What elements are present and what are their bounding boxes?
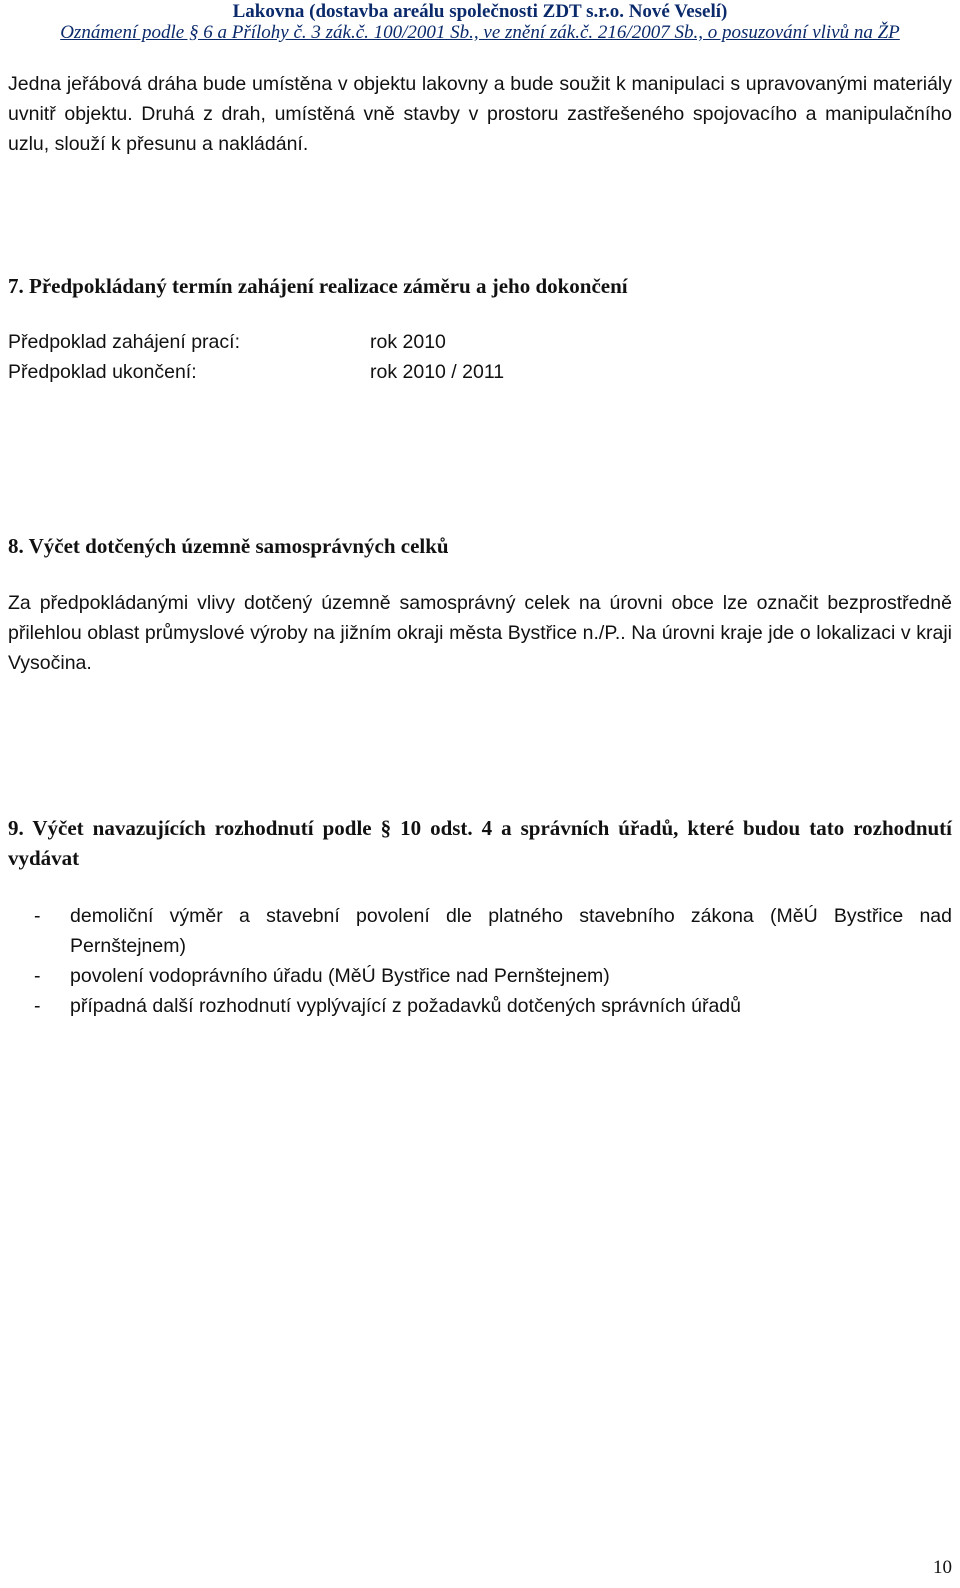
- list-bullet: -: [34, 965, 41, 987]
- section-9: [8, 813, 952, 1021]
- list-item-text: povolení vodoprávního úřadu (MěÚ Bystřice nad Pernštejnem): [70, 965, 610, 987]
- document-title: Lakovna (dostavba areálu společnosti ZDT s.r.o. Nové Veselí): [232, 1, 728, 22]
- page-number: 10: [933, 1557, 952, 1578]
- end-date-label: Předpoklad ukončení:: [8, 361, 197, 383]
- decisions-list: [8, 901, 952, 1021]
- intro-paragraph: Jedna jeřábová dráha bude umístěna v objektu lakovny a bude soužit k manipulaci s upravovanými materiály uvnitř objektu. Druhá z drah, umístěná vně stavby v prostoru zastřešeného spojovacího a manipulačního uzlu, slouží k přesunu a nakládání.: [8, 73, 952, 155]
- section-8-heading: 8. Výčet dotčených územně samosprávných celků: [8, 534, 449, 558]
- list-bullet: -: [34, 905, 41, 927]
- section-8: [8, 531, 952, 678]
- start-date-row: [8, 327, 952, 357]
- list-item-text: demoliční výměr a stavební povolení dle platného stavebního zákona (MěÚ Bystřice nad Pernštejnem): [70, 905, 952, 957]
- list-item: [8, 991, 952, 1021]
- start-date-value: rok 2010: [370, 331, 446, 353]
- section-7-heading: 7. Předpokládaný termín zahájení realizace záměru a jeho dokončení: [8, 274, 628, 298]
- section-7: [8, 271, 952, 387]
- list-item: [8, 961, 952, 991]
- list-item: [8, 901, 952, 961]
- end-date-row: [8, 357, 952, 387]
- end-date-value: rok 2010 / 2011: [370, 361, 505, 383]
- section-9-heading: 9. Výčet navazujících rozhodnutí podle § 10 odst. 4 a správních úřadů, které budou tato rozhodnutí vydávat: [8, 816, 952, 870]
- list-item-text: případná další rozhodnutí vyplývající z požadavků dotčených správních úřadů: [70, 995, 741, 1017]
- document-subtitle: Oznámení podle § 6 a Přílohy č. 3 zák.č. 100/2001 Sb., ve znění zák.č. 216/2007 Sb., o posuzování vlivů na ŽP: [60, 22, 900, 43]
- start-date-label: Předpoklad zahájení prací:: [8, 331, 240, 353]
- list-bullet: -: [34, 995, 41, 1017]
- page-header: [0, 0, 960, 44]
- section-8-paragraph: Za předpokládanými vlivy dotčený územně samosprávný celek na úrovni obce lze označit bezprostředně přilehlou oblast průmyslové výroby na jižním okraji města Bystřice n./P.. Na úrovni kraje jde o lokalizaci v kraji Vysočina.: [8, 592, 952, 674]
